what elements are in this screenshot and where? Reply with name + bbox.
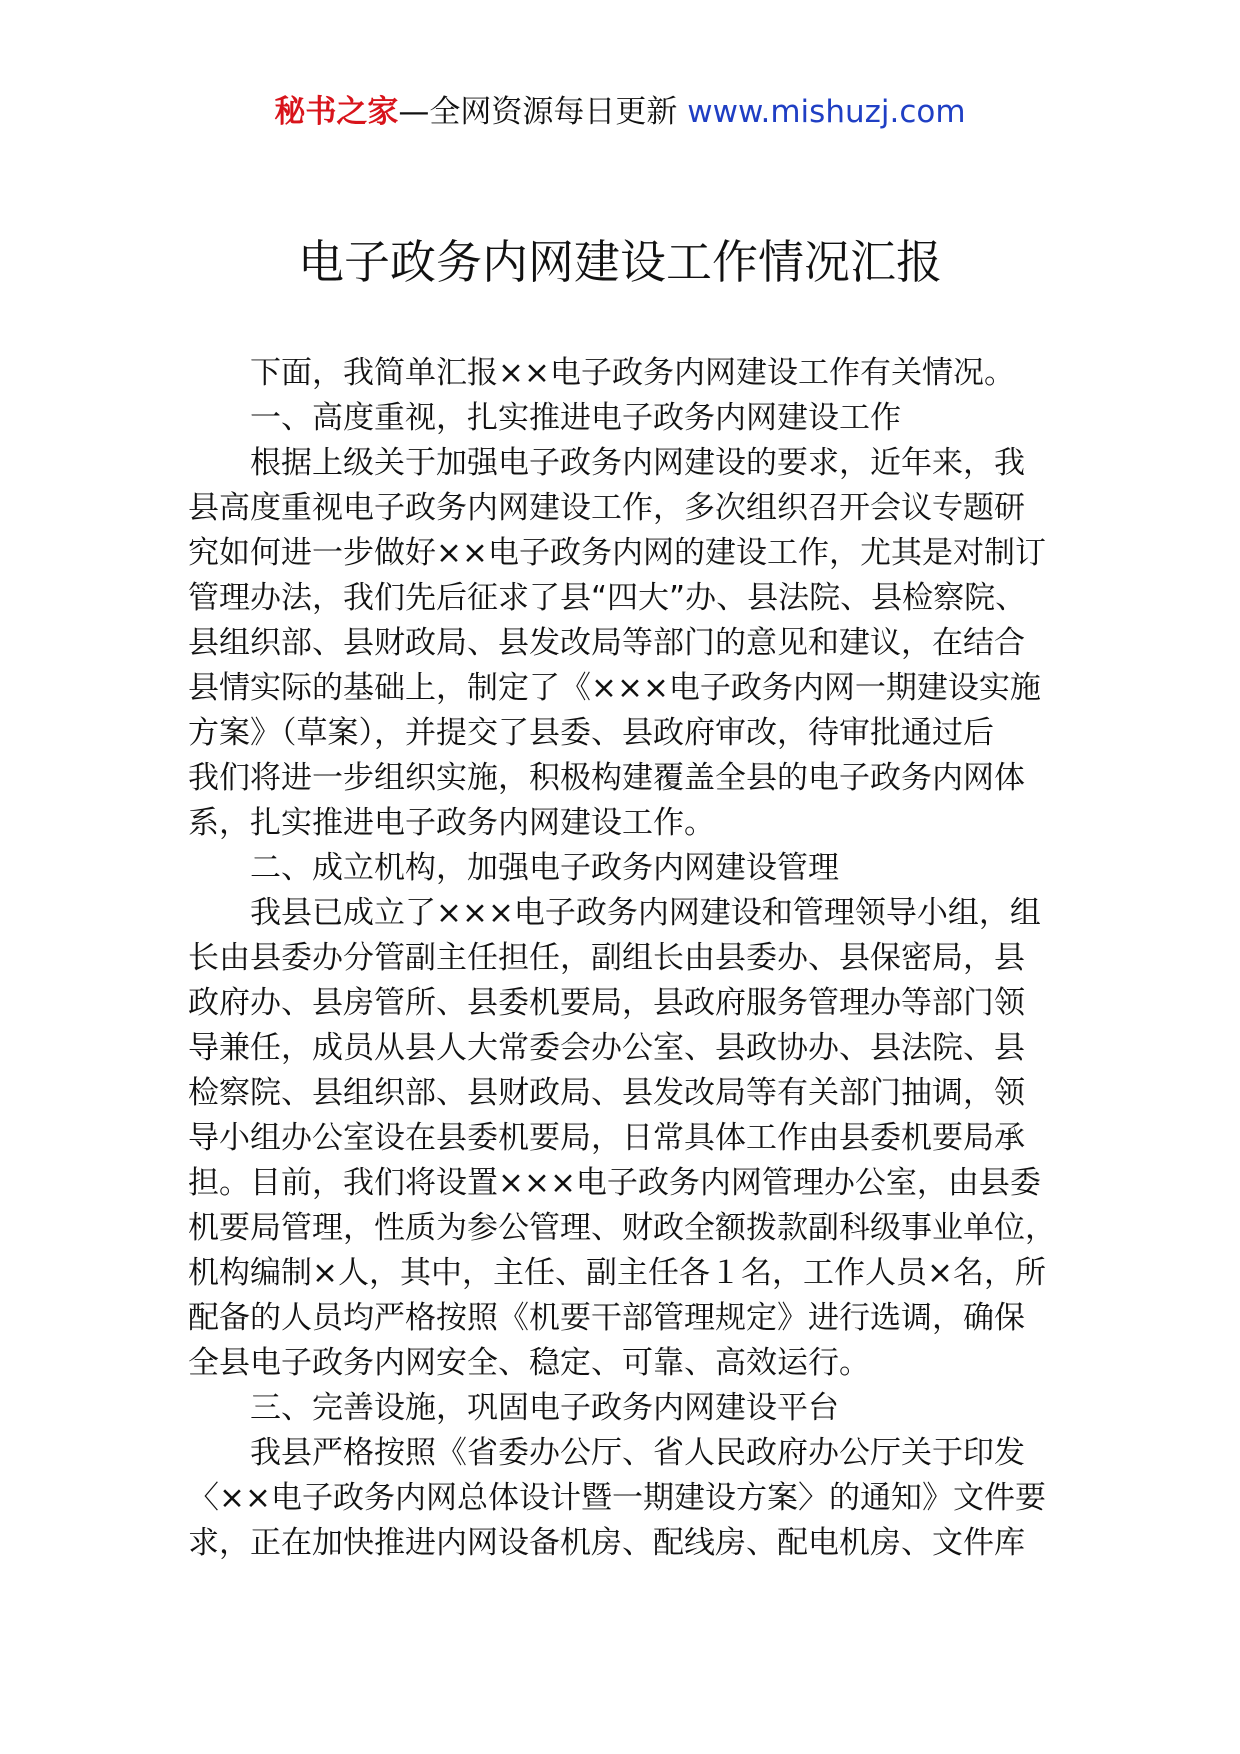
text-line: 导兼任，成员从县人大常委会办公室、县政协办、县法院、县 <box>188 1030 1025 1066</box>
text-line: 我县严格按照《省委办公厅、省人民政府办公厅关于印发 <box>250 1435 1025 1471</box>
site-url-link[interactable]: www.mishuzj.com <box>687 94 966 130</box>
text-line: 政府办、县房管所、县委机要局，县政府服务管理办等部门领 <box>188 985 1025 1021</box>
text-line: 担。目前，我们将设置×××电子政务内网管理办公室，由县委 <box>188 1165 1041 1201</box>
site-slogan: —全网资源每日更新 <box>398 94 688 130</box>
text-line: 根据上级关于加强电子政务内网建设的要求，近年来，我 <box>250 445 1025 481</box>
text-line: 二、成立机构，加强电子政务内网建设管理 <box>250 850 839 886</box>
text-line: 检察院、县组织部、县财政局、县发改局等有关部门抽调，领 <box>188 1075 1025 1111</box>
text-line: 系，扎实推进电子政务内网建设工作。 <box>188 805 715 841</box>
text-line: 县组织部、县财政局、县发改局等部门的意见和建议，在结合 <box>188 625 1025 661</box>
text-line: 机构编制×人，其中，主任、副主任各１名，工作人员×名，所 <box>188 1255 1046 1291</box>
text-line: 我县已成立了×××电子政务内网建设和管理领导小组，组 <box>250 895 1041 931</box>
text-line: 管理办法，我们先后征求了县“四大”办、县法院、县检察院、 <box>188 580 1027 616</box>
site-brand: 秘书之家 <box>274 94 399 130</box>
text-line: 〈××电子政务内网总体设计暨一期建设方案〉的通知》文件要 <box>188 1480 1046 1516</box>
text-line: 下面，我简单汇报××电子政务内网建设工作有关情况。 <box>250 355 1015 391</box>
text-line: 究如何进一步做好××电子政务内网的建设工作，尤其是对制订 <box>188 535 1046 571</box>
text-line: 求，正在加快推进内网设备机房、配线房、配电机房、文件库 <box>188 1525 1025 1561</box>
text-line: 三、完善设施，巩固电子政务内网建设平台 <box>250 1390 839 1426</box>
text-line: 长由县委办分管副主任担任，副组长由县委办、县保密局，县 <box>188 940 1025 976</box>
text-line: 配备的人员均严格按照《机要干部管理规定》进行选调，确保 <box>188 1300 1025 1336</box>
text-line: 县高度重视电子政务内网建设工作，多次组织召开会议专题研 <box>188 490 1025 526</box>
text-line: 导小组办公室设在县委机要局，日常具体工作由县委机要局承 <box>188 1120 1025 1156</box>
text-line: 方案》（草案），并提交了县委、县政府审改，待审批通过后 <box>188 715 994 751</box>
document-title: 电子政务内网建设工作情况汇报 <box>298 235 942 289</box>
text-line: 我们将进一步组织实施，积极构建覆盖全县的电子政务内网体 <box>188 760 1025 796</box>
text-line: 机要局管理，性质为参公管理、财政全额拨款副科级事业单位， <box>188 1210 1056 1246</box>
text-line: 一、高度重视，扎实推进电子政务内网建设工作 <box>250 400 901 436</box>
document-body <box>188 351 1068 1566</box>
text-line: 全县电子政务内网安全、稳定、可靠、高效运行。 <box>188 1345 870 1381</box>
site-header <box>0 92 1240 132</box>
text-line: 县情实际的基础上，制定了《×××电子政务内网一期建设实施 <box>188 670 1041 706</box>
